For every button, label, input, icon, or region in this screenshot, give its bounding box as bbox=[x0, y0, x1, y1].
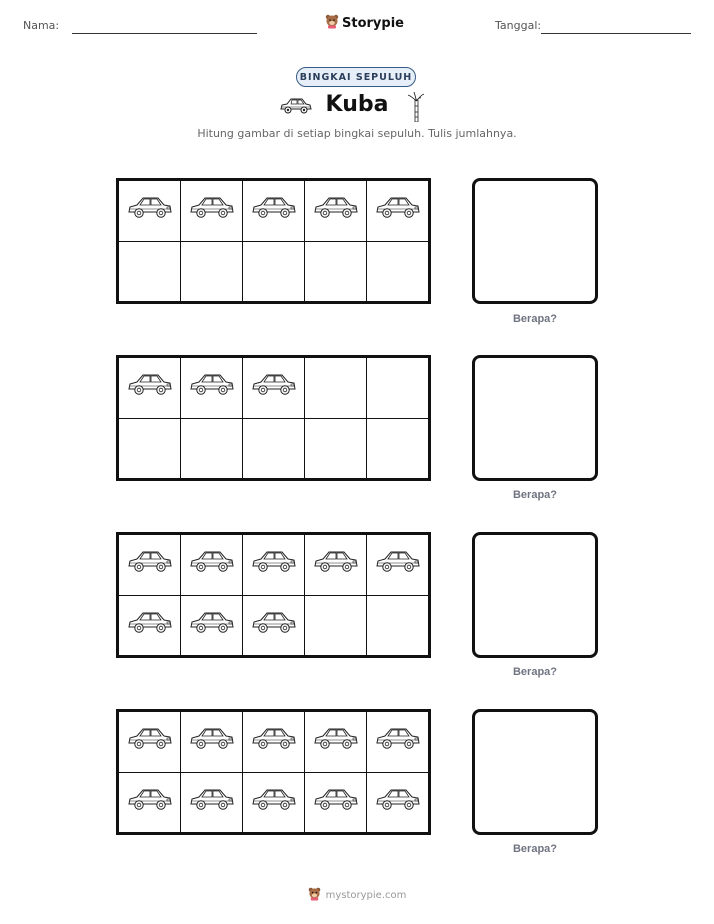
answer-box[interactable] bbox=[472, 709, 598, 835]
ten-frame bbox=[116, 355, 431, 481]
car-icon bbox=[375, 786, 421, 819]
frame-cell bbox=[243, 773, 304, 833]
car-icon bbox=[251, 609, 297, 642]
frame-cell bbox=[367, 419, 428, 479]
name-label: Nama: bbox=[23, 19, 60, 32]
answer-box[interactable] bbox=[472, 532, 598, 658]
frame-cell bbox=[367, 712, 428, 772]
frame-cell bbox=[181, 358, 242, 418]
answer-box[interactable] bbox=[472, 178, 598, 304]
answer-prompt: Berapa? bbox=[512, 666, 558, 678]
page-title: Kuba bbox=[325, 92, 389, 117]
instructions: Hitung gambar di setiap bingkai sepuluh. Tulis jumlahnya. bbox=[197, 127, 517, 140]
car-icon bbox=[251, 371, 297, 404]
car-icon bbox=[313, 725, 359, 758]
frame-cell bbox=[243, 358, 304, 418]
frame-cell bbox=[305, 773, 366, 833]
ten-frame bbox=[116, 178, 431, 304]
answer-prompt: Berapa? bbox=[512, 843, 558, 855]
car-icon bbox=[189, 786, 235, 819]
frame-cell bbox=[305, 181, 366, 241]
frame-cell bbox=[181, 596, 242, 656]
frame-cell bbox=[243, 242, 304, 302]
frame-cell bbox=[305, 712, 366, 772]
sugarcane-icon bbox=[407, 92, 425, 127]
frame-cell bbox=[119, 358, 180, 418]
frame-cell bbox=[181, 419, 242, 479]
answer-box[interactable] bbox=[472, 355, 598, 481]
car-icon bbox=[127, 371, 173, 404]
car-icon bbox=[251, 725, 297, 758]
frame-cell bbox=[305, 419, 366, 479]
frame-cell bbox=[243, 181, 304, 241]
frame-cell bbox=[305, 358, 366, 418]
car-icon bbox=[127, 725, 173, 758]
frame-cell bbox=[243, 712, 304, 772]
ten-frame bbox=[116, 709, 431, 835]
footer-url: mystorypie.com bbox=[325, 889, 407, 901]
brand-logo bbox=[325, 13, 404, 34]
frame-cell bbox=[305, 596, 366, 656]
frame-cell bbox=[243, 535, 304, 595]
frame-cell bbox=[119, 419, 180, 479]
frame-cell bbox=[367, 242, 428, 302]
car-icon bbox=[127, 194, 173, 227]
car-icon bbox=[189, 371, 235, 404]
brand-name: Storypie bbox=[342, 16, 404, 31]
frame-cell bbox=[119, 773, 180, 833]
frame-cell bbox=[367, 596, 428, 656]
frame-cell bbox=[181, 712, 242, 772]
car-icon bbox=[189, 725, 235, 758]
frame-cell bbox=[181, 181, 242, 241]
car-icon bbox=[189, 609, 235, 642]
frame-cell bbox=[367, 773, 428, 833]
frame-cell bbox=[181, 242, 242, 302]
car-icon bbox=[313, 786, 359, 819]
bear-logo-icon bbox=[308, 886, 321, 904]
car-icon bbox=[189, 194, 235, 227]
answer-prompt: Berapa? bbox=[512, 313, 558, 325]
car-icon bbox=[251, 194, 297, 227]
car-icon bbox=[127, 786, 173, 819]
frame-cell bbox=[367, 181, 428, 241]
car-icon bbox=[127, 548, 173, 581]
footer bbox=[0, 886, 714, 904]
frame-cell bbox=[119, 181, 180, 241]
frame-cell bbox=[243, 596, 304, 656]
bear-logo-icon bbox=[325, 13, 339, 34]
car-icon bbox=[251, 786, 297, 819]
car-icon bbox=[375, 194, 421, 227]
car-icon bbox=[375, 548, 421, 581]
car-icon bbox=[375, 725, 421, 758]
worksheet-type-badge: BINGKAI SEPULUH bbox=[296, 67, 416, 87]
name-field[interactable] bbox=[72, 33, 257, 34]
frame-cell bbox=[305, 535, 366, 595]
frame-cell bbox=[181, 535, 242, 595]
car-icon bbox=[189, 548, 235, 581]
frame-cell bbox=[305, 242, 366, 302]
frame-cell bbox=[119, 596, 180, 656]
frame-cell bbox=[367, 358, 428, 418]
date-label: Tanggal: bbox=[495, 19, 542, 32]
frame-cell bbox=[119, 535, 180, 595]
answer-prompt: Berapa? bbox=[512, 489, 558, 501]
date-field[interactable] bbox=[541, 33, 691, 34]
frame-cell bbox=[181, 773, 242, 833]
car-icon bbox=[313, 194, 359, 227]
car-icon bbox=[127, 609, 173, 642]
car-icon bbox=[251, 548, 297, 581]
ten-frame bbox=[116, 532, 431, 658]
frame-cell bbox=[119, 242, 180, 302]
car-icon bbox=[313, 548, 359, 581]
frame-cell bbox=[119, 712, 180, 772]
frame-cell bbox=[367, 535, 428, 595]
frame-cell bbox=[243, 419, 304, 479]
